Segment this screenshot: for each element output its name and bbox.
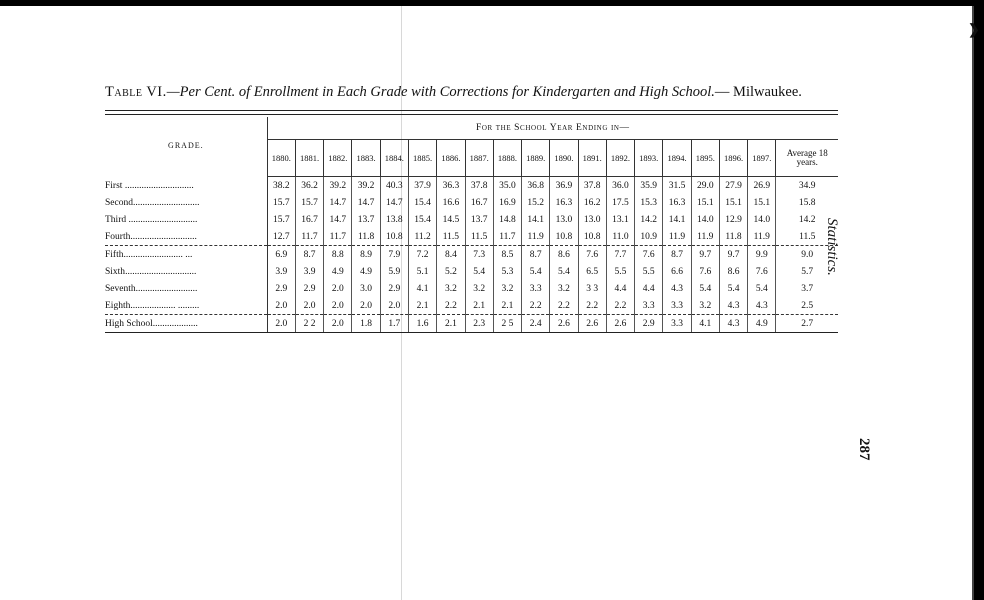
percent-cell: 11.9 — [663, 228, 691, 245]
percent-cell: 3.3 — [663, 297, 691, 314]
percent-cell: 4.3 — [663, 280, 691, 297]
percent-cell: 2.6 — [606, 315, 634, 332]
table-row — [105, 315, 838, 332]
percent-cell: 9.7 — [719, 246, 747, 263]
percent-cell: 11.9 — [691, 228, 719, 245]
top-rule-inner — [105, 114, 838, 115]
grade-label — [105, 228, 267, 245]
percent-cell: 6.5 — [578, 263, 606, 280]
table-row — [105, 228, 838, 245]
percent-cell: 4.9 — [324, 263, 352, 280]
percent-cell: 26.9 — [748, 177, 776, 194]
percent-cell: 15.7 — [267, 194, 295, 211]
percent-cell: 9.7 — [691, 246, 719, 263]
average-cell: 2.5 — [801, 300, 814, 311]
year-header: 1894. — [663, 140, 691, 177]
grade-name: Sixth — [105, 266, 126, 277]
percent-cell: 2 5 — [493, 315, 521, 332]
percent-cell: 16.9 — [493, 194, 521, 211]
percent-cell: 5.9 — [380, 263, 408, 280]
leader-dots: ......................... ... — [123, 249, 193, 260]
percent-cell: 3 3 — [578, 280, 606, 297]
year-header: 1884. — [380, 140, 408, 177]
year-header: 1897. — [748, 140, 776, 177]
percent-cell: 38.2 — [267, 177, 295, 194]
percent-cell: 5.4 — [522, 263, 550, 280]
percent-cell: 3.3 — [663, 315, 691, 332]
percent-cell: 7.7 — [606, 246, 634, 263]
year-header: 1889. — [522, 140, 550, 177]
page-edge — [972, 6, 974, 600]
percent-cell: 5.4 — [691, 280, 719, 297]
percent-cell: 5.4 — [550, 263, 578, 280]
leader-dots: ................... — [152, 318, 198, 329]
percent-cell: 13.0 — [550, 211, 578, 228]
percent-cell: 7.6 — [635, 246, 663, 263]
grade-label — [105, 280, 267, 297]
grade-label — [105, 211, 267, 228]
year-header: 1881. — [295, 140, 323, 177]
percent-cell: 14.7 — [324, 211, 352, 228]
grade-label — [105, 177, 267, 194]
percent-cell: 15.3 — [635, 194, 663, 211]
percent-cell: 15.4 — [408, 194, 436, 211]
percent-cell: 36.9 — [550, 177, 578, 194]
percent-cell: 7.6 — [578, 246, 606, 263]
grade-name: Eighth — [105, 300, 131, 311]
table-row — [105, 297, 838, 314]
year-header: 1896. — [719, 140, 747, 177]
percent-cell: 11.7 — [295, 228, 323, 245]
percent-cell: 16.3 — [663, 194, 691, 211]
percent-cell: 11.9 — [522, 228, 550, 245]
percent-cell: 8.7 — [295, 246, 323, 263]
percent-cell: 11.5 — [437, 228, 465, 245]
leader-dots: ............................ — [130, 231, 197, 242]
leader-dots: ............................ — [132, 197, 200, 208]
table-row — [105, 211, 838, 228]
percent-cell: 37.8 — [465, 177, 493, 194]
percent-cell: 8.7 — [663, 246, 691, 263]
percent-cell: 14.0 — [748, 211, 776, 228]
percent-cell: 15.7 — [295, 194, 323, 211]
percent-cell: 16.2 — [578, 194, 606, 211]
percent-cell: 11.7 — [493, 228, 521, 245]
percent-cell: 11.7 — [324, 228, 352, 245]
percent-cell: 40.3 — [380, 177, 408, 194]
percent-cell: 5.4 — [465, 263, 493, 280]
table-row — [105, 263, 838, 280]
percent-cell: 39.2 — [324, 177, 352, 194]
percent-cell: 16.7 — [465, 194, 493, 211]
percent-cell: 5.3 — [493, 263, 521, 280]
percent-cell: 2.0 — [267, 315, 295, 332]
percent-cell: 12.9 — [719, 211, 747, 228]
percent-cell: 27.9 — [719, 177, 747, 194]
percent-cell: 8.6 — [550, 246, 578, 263]
percent-cell: 10.9 — [635, 228, 663, 245]
percent-cell: 8.5 — [493, 246, 521, 263]
percent-cell: 16.6 — [437, 194, 465, 211]
percent-cell: 4.3 — [719, 297, 747, 314]
percent-cell: 2.1 — [437, 315, 465, 332]
grade-name: First — [105, 180, 123, 191]
percent-cell: 14.1 — [663, 211, 691, 228]
percent-cell: 36.8 — [522, 177, 550, 194]
percent-cell: 29.0 — [691, 177, 719, 194]
percent-cell: 36.0 — [606, 177, 634, 194]
percent-cell: 2.0 — [352, 297, 380, 314]
percent-cell: 2.9 — [295, 280, 323, 297]
percent-cell: 2.1 — [465, 297, 493, 314]
percent-cell: 14.2 — [635, 211, 663, 228]
grade-label — [105, 315, 267, 332]
percent-cell: 8.9 — [352, 246, 380, 263]
percent-cell: 3.9 — [295, 263, 323, 280]
percent-cell: 4.1 — [408, 280, 436, 297]
percent-cell: 10.8 — [380, 228, 408, 245]
year-header: 1888. — [493, 140, 521, 177]
page-number: 287 — [856, 438, 872, 461]
percent-cell: 10.8 — [550, 228, 578, 245]
percent-cell: 35.0 — [493, 177, 521, 194]
average-cell: 15.8 — [798, 197, 816, 208]
percent-cell: 14.5 — [437, 211, 465, 228]
table-label: Table VI. — [105, 84, 167, 100]
percent-cell: 35.9 — [635, 177, 663, 194]
grade-name: Seventh — [105, 283, 136, 294]
percent-cell: 36.2 — [295, 177, 323, 194]
year-header: 1895. — [691, 140, 719, 177]
year-header: 1885. — [408, 140, 436, 177]
percent-cell: 37.9 — [408, 177, 436, 194]
percent-cell: 11.2 — [408, 228, 436, 245]
percent-cell: 10.8 — [578, 228, 606, 245]
percent-cell: 3.2 — [493, 280, 521, 297]
percent-cell: 12.7 — [267, 228, 295, 245]
percent-cell: 8.7 — [522, 246, 550, 263]
percent-cell: 11.8 — [352, 228, 380, 245]
table-body — [105, 177, 838, 333]
grade-label — [105, 263, 267, 280]
grade-name: Third — [105, 214, 127, 225]
table-row — [105, 194, 838, 211]
percent-cell: 5.5 — [606, 263, 634, 280]
table-city: — Milwaukee. — [714, 84, 802, 100]
percent-cell: 3.2 — [550, 280, 578, 297]
percent-cell: 3.0 — [352, 280, 380, 297]
percent-cell: 4.1 — [691, 315, 719, 332]
school-year-span-header: For the School Year Ending in— — [267, 117, 838, 140]
year-header: 1882. — [324, 140, 352, 177]
average-cell: 3.7 — [801, 283, 814, 294]
average-cell: 5.7 — [801, 266, 814, 277]
percent-cell: 9.9 — [748, 246, 776, 263]
year-header: 1887. — [465, 140, 493, 177]
percent-cell: 39.2 — [352, 177, 380, 194]
table-caption — [105, 84, 845, 101]
percent-cell: 2.0 — [380, 297, 408, 314]
percent-cell: 2.6 — [550, 315, 578, 332]
percent-cell: 2.2 — [578, 297, 606, 314]
percent-cell: 15.4 — [408, 211, 436, 228]
percent-cell: 14.8 — [493, 211, 521, 228]
percent-cell: 3.2 — [437, 280, 465, 297]
year-header: 1880. — [267, 140, 295, 177]
percent-cell: 15.1 — [748, 194, 776, 211]
percent-cell: 2.0 — [324, 315, 352, 332]
percent-cell: 5.5 — [635, 263, 663, 280]
percent-cell: 7.3 — [465, 246, 493, 263]
percent-cell: 15.2 — [522, 194, 550, 211]
year-header: 1891. — [578, 140, 606, 177]
percent-cell: 8.8 — [324, 246, 352, 263]
year-header: 1886. — [437, 140, 465, 177]
percent-cell: 4.9 — [352, 263, 380, 280]
grade-label — [105, 246, 267, 263]
percent-cell: 13.0 — [578, 211, 606, 228]
table-row — [105, 280, 838, 297]
table-title: —Per Cent. of Enrollment in Each Grade with Corrections for Kindergarten and High School. — [166, 84, 715, 100]
percent-cell: 2.9 — [267, 280, 295, 297]
percent-cell: 4.4 — [606, 280, 634, 297]
percent-cell: 14.7 — [352, 194, 380, 211]
percent-cell: 13.8 — [380, 211, 408, 228]
percent-cell: 2.2 — [522, 297, 550, 314]
leader-dots: .............................. — [125, 266, 197, 277]
grade-column-header: GRADE. — [105, 117, 267, 177]
year-header: 1883. — [352, 140, 380, 177]
percent-cell: 2.9 — [380, 280, 408, 297]
percent-cell: 3.3 — [522, 280, 550, 297]
percent-cell: 4.3 — [719, 315, 747, 332]
percent-cell: 4.3 — [748, 297, 776, 314]
percent-cell: 4.9 — [748, 315, 776, 332]
percent-cell: 14.7 — [380, 194, 408, 211]
percent-cell: 11.0 — [606, 228, 634, 245]
percent-cell: 1.7 — [380, 315, 408, 332]
percent-cell: 14.1 — [522, 211, 550, 228]
percent-cell: 7.9 — [380, 246, 408, 263]
percent-cell: 2.0 — [267, 297, 295, 314]
grade-label — [105, 297, 267, 314]
percent-cell: 13.7 — [352, 211, 380, 228]
percent-cell: 4.4 — [635, 280, 663, 297]
percent-cell: 7.6 — [691, 263, 719, 280]
percent-cell: 2.2 — [606, 297, 634, 314]
percent-cell: 17.5 — [606, 194, 634, 211]
average-cell: 34.9 — [798, 180, 816, 191]
percent-cell: 3.2 — [465, 280, 493, 297]
top-rule — [105, 110, 838, 111]
year-header: 1890. — [550, 140, 578, 177]
percent-cell: 15.7 — [267, 211, 295, 228]
percent-cell: 6.6 — [663, 263, 691, 280]
average-cell: 2.7 — [801, 318, 814, 329]
percent-cell: 2.0 — [324, 280, 352, 297]
leader-dots: ................... ......... — [130, 300, 200, 311]
grade-name: Fifth — [105, 249, 124, 260]
percent-cell: 2.0 — [295, 297, 323, 314]
percent-cell: 5.1 — [408, 263, 436, 280]
table-row — [105, 177, 838, 194]
percent-cell: 1.8 — [352, 315, 380, 332]
average-column-header: Average 18 years. — [776, 140, 838, 177]
edge-mark: ❯ — [968, 23, 980, 38]
percent-cell: 14.0 — [691, 211, 719, 228]
percent-cell: 2 2 — [295, 315, 323, 332]
percent-cell: 31.5 — [663, 177, 691, 194]
percent-cell: 15.1 — [691, 194, 719, 211]
average-cell: 14.2 — [798, 214, 816, 225]
percent-cell: 14.7 — [324, 194, 352, 211]
percent-cell: 3.9 — [267, 263, 295, 280]
percent-cell: 2.4 — [522, 315, 550, 332]
percent-cell: 36.3 — [437, 177, 465, 194]
percent-cell: 8.6 — [719, 263, 747, 280]
average-cell: 9.0 — [801, 249, 814, 260]
percent-cell: 11.5 — [465, 228, 493, 245]
year-header: 1892. — [606, 140, 634, 177]
percent-cell: 2.0 — [324, 297, 352, 314]
running-title: Statistics. — [824, 218, 840, 276]
percent-cell: 16.3 — [550, 194, 578, 211]
percent-cell: 37.8 — [578, 177, 606, 194]
table-row — [105, 246, 838, 263]
percent-cell: 7.6 — [748, 263, 776, 280]
grade-name: Fourth — [105, 231, 131, 242]
percent-cell: 5.4 — [719, 280, 747, 297]
percent-cell: 2.9 — [635, 315, 663, 332]
percent-cell: 2.1 — [408, 297, 436, 314]
percent-cell: 8.4 — [437, 246, 465, 263]
percent-cell: 11.8 — [719, 228, 747, 245]
percent-cell: 16.7 — [295, 211, 323, 228]
average-cell: 11.5 — [799, 231, 816, 242]
percent-cell: 5.4 — [748, 280, 776, 297]
leader-dots: .......................... — [135, 283, 198, 294]
percent-cell: 2.1 — [493, 297, 521, 314]
percent-cell: 11.9 — [748, 228, 776, 245]
grade-label — [105, 194, 267, 211]
percent-cell: 13.7 — [465, 211, 493, 228]
percent-cell: 1.6 — [408, 315, 436, 332]
grade-name: Second — [105, 197, 133, 208]
enrollment-table — [105, 117, 838, 333]
percent-cell: 7.2 — [408, 246, 436, 263]
year-header: 1893. — [635, 140, 663, 177]
percent-cell: 15.1 — [719, 194, 747, 211]
percent-cell: 13.1 — [606, 211, 634, 228]
percent-cell: 2.3 — [465, 315, 493, 332]
percent-cell: 2.2 — [437, 297, 465, 314]
leader-dots: ............................. — [122, 180, 194, 191]
percent-cell: 6.9 — [267, 246, 295, 263]
spacer-row — [105, 332, 838, 333]
percent-cell: 3.2 — [691, 297, 719, 314]
grade-name: High School — [105, 318, 153, 329]
percent-cell: 5.2 — [437, 263, 465, 280]
percent-cell: 2.2 — [550, 297, 578, 314]
percent-cell: 3.3 — [635, 297, 663, 314]
percent-cell: 2.6 — [578, 315, 606, 332]
leader-dots: ............................. — [126, 214, 198, 225]
